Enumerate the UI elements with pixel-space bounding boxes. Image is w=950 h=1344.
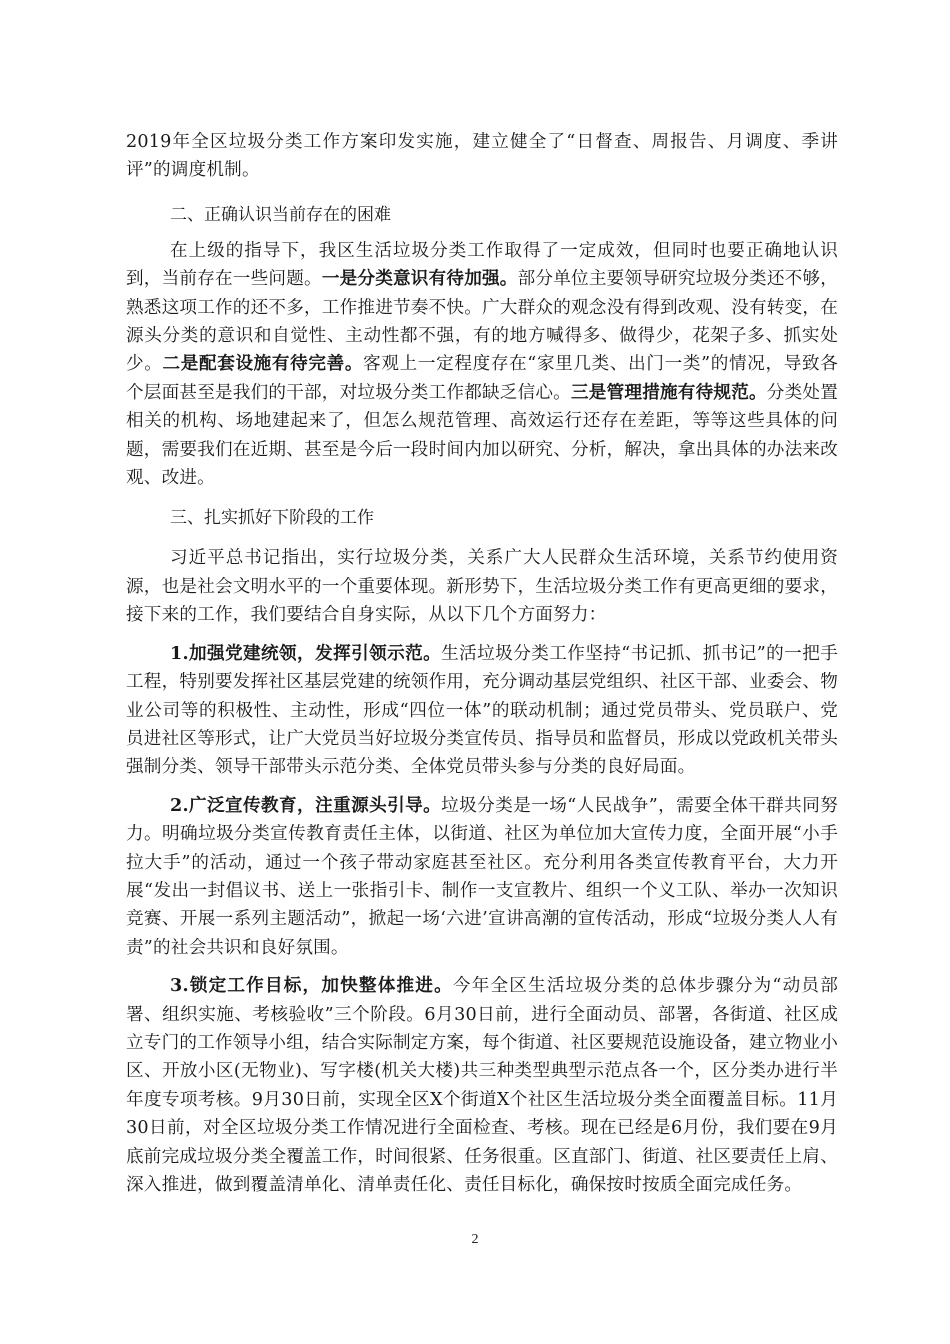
document-page: [126, 128, 838, 1199]
section-heading-2: 二、正确认识当前存在的困难: [170, 204, 391, 225]
paragraph-intro: 2019年全区垃圾分类工作方案印发实施，建立健全了“日督查、周报告、月调度、季讲评”的调度机制。: [126, 132, 838, 181]
paragraph-difficulties: [126, 237, 838, 493]
difficulty-point-3: 三是管理措施有待规范。: [571, 381, 767, 403]
item-2-lead: 2.广泛宣传教育，注重源头引导。: [170, 794, 442, 816]
difficulty-text-4: 分类处置相关的机构、场地建起来了，但怎么规范管理、高效运行还存在差距，等等这些具体的问题，需要我们在近期、甚至是今后一段时间内加以研究、分析，解决，拿出具体的办法来改观、改进。: [126, 382, 838, 489]
page-number: 2: [471, 1232, 479, 1247]
difficulty-point-2: 二是配套设施有待完善。: [162, 353, 364, 375]
item-1: [126, 640, 838, 782]
paragraph-next-stage: 习近平总书记指出，实行垃圾分类，关系广大人民群众生活环境，关系节约使用资源，也是社会文明水平的一个重要体现。新形势下，生活垃圾分类工作有更高更细的要求，接下来的工作，我们要结合自身实际，从以下几个方面努力：: [126, 548, 838, 626]
difficulty-text-2: 部分单位主要领导研究垃圾分类还不够，熟悉这项工作的还不多，工作推进节奏不快。广大群众的观念没有得到改观、没有转变，在源头分类的意识和自觉性、主动性都不强，有的地方喊得多、做得少，花架子多、抓实处少。: [126, 269, 839, 375]
item-1-lead: 1.加强党建统领，发挥引领示范。: [170, 642, 442, 664]
item-3-lead: 3.锁定工作目标，加快整体推进。: [170, 975, 453, 997]
item-2-text: 垃圾分类是一场“人民战争”，需要全体干群共同努力。明确垃圾分类宣传教育责任主体，以街道、社区为单位加大宣传力度，全面开展“小手拉大手”的活动，通过一个孩子带动家庭甚至社区。充分利用各类宣传教育平台，大力开展“发出一封倡议书、送上一张指引卡、制作一支宣教片、组织一个义工队、举办一次知识竞赛、开展一系列主题活动”，掀起一场‘六进’宣讲高潮的宣传活动，形成“垃圾分类人人有责”的社会共识和良好氛围。: [126, 795, 839, 958]
item-3-text: 今年全区生活垃圾分类的总体步骤分为“动员部署、组织实施、考核验收”三个阶段。6月30日前，进行全面动员、部署，各街道、社区成立专门的工作领导小组，结合实际制定方案，每个街道、社区要规范设施设备，建立物业小区、开放小区(无物业)、写字楼(机关大楼)共三种类型典型示范点各一个，区分类办进行半年度专项考核。9月30日前，实现全区X个街道X个社区生活垃圾分类全面覆盖目标。11月30日前，对全区垃圾分类工作情况进行全面检查、考核。现在已经是6月份，我们要在9月底前完成垃圾分类全覆盖工作，时间很紧、任务很重。区直部门、街道、社区要责任上肩、深入推进，做到覆盖清单化、清单责任化、责任目标化，确保按时按质全面完成任务。: [126, 976, 838, 1195]
item-2: [126, 792, 838, 962]
item-3: [126, 972, 838, 1199]
item-1-text: 生活垃圾分类工作坚持“书记抓、抓书记”的一把手工程，特别要发挥社区基层党建的统领作用，充分调动基层党组织、社区干部、业委会、物业公司等的积极性、主动性，形成“四位一体”的联动机制；通过党员带头、党员联户、党员进社区等形式，让广大党员当好垃圾分类宣传员、指导员和监督员，形成以党政机关带头强制分类、领导干部带头示范分类、全体党员带头参与分类的良好局面。: [126, 643, 839, 778]
difficulty-text-3: 客观上一定程度存在“家里几类、出门一类”的情况，导致各个层面甚至是我们的干部，对垃圾分类工作都缺乏信心。: [126, 354, 838, 403]
section-heading-3: 三、扎实抓好下阶段的工作: [170, 508, 374, 529]
difficulty-point-1: 一是分类意识有待加强。: [321, 268, 518, 290]
difficulty-text-1: 在上级的指导下，我区生活垃圾分类工作取得了一定成效，但同时也要正确地认识到，当前存在一些问题。: [126, 240, 838, 290]
